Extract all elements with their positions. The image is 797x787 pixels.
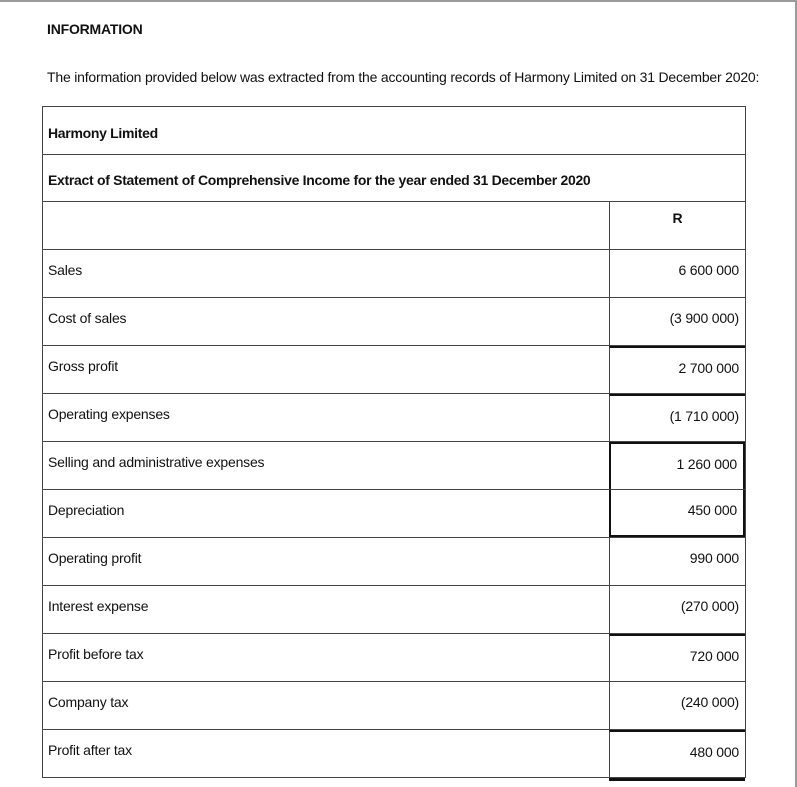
table-row xyxy=(42,489,746,537)
row-label: Selling and administrative expenses xyxy=(48,454,265,470)
company-name: Harmony Limited xyxy=(48,124,158,141)
income-statement-table xyxy=(42,106,746,778)
row-amount: (1 710 000) xyxy=(609,394,745,441)
table-row xyxy=(42,633,746,681)
row-label: Profit after tax xyxy=(48,742,132,758)
statement-title: Extract of Statement of Comprehensive Income for the year ended 31 December 2020 xyxy=(48,172,591,188)
table-row xyxy=(42,393,746,441)
table-row xyxy=(42,537,746,585)
row-label: Profit before tax xyxy=(48,646,144,662)
section-heading: INFORMATION xyxy=(47,21,143,37)
table-row xyxy=(42,681,746,729)
row-label: Operating profit xyxy=(48,550,142,566)
intro-text: The information provided below was extracted from the accounting records of Harmony Limited on 31 December 2020: xyxy=(47,69,760,85)
row-label: Operating expenses xyxy=(48,406,170,422)
row-label: Sales xyxy=(48,262,83,278)
row-label: Gross profit xyxy=(48,358,118,374)
row-amount: 6 600 000 xyxy=(609,250,745,297)
table-row xyxy=(42,585,746,633)
row-label: Cost of sales xyxy=(48,310,127,326)
table-row xyxy=(42,249,746,297)
row-amount: (270 000) xyxy=(609,586,745,633)
row-label: Depreciation xyxy=(48,502,125,518)
table-row xyxy=(42,441,746,489)
table-row xyxy=(42,297,746,345)
row-amount: 2 700 000 xyxy=(609,346,745,393)
currency-header: R xyxy=(609,202,745,249)
top-border xyxy=(0,0,797,2)
statement-title-row xyxy=(42,154,746,201)
row-label: Company tax xyxy=(48,694,129,710)
company-name-row xyxy=(42,106,746,154)
row-amount: (3 900 000) xyxy=(609,298,745,345)
column-header-row xyxy=(42,201,746,249)
table-row xyxy=(42,729,746,778)
row-amount: 1 260 000 xyxy=(609,442,745,489)
row-amount: 450 000 xyxy=(609,490,745,537)
table-row xyxy=(42,345,746,393)
row-amount: 990 000 xyxy=(609,538,745,585)
row-label: Interest expense xyxy=(48,598,149,614)
row-amount: (240 000) xyxy=(609,682,745,729)
row-amount: 480 000 xyxy=(609,730,745,777)
total-underline xyxy=(609,778,745,781)
row-amount: 720 000 xyxy=(609,634,745,681)
